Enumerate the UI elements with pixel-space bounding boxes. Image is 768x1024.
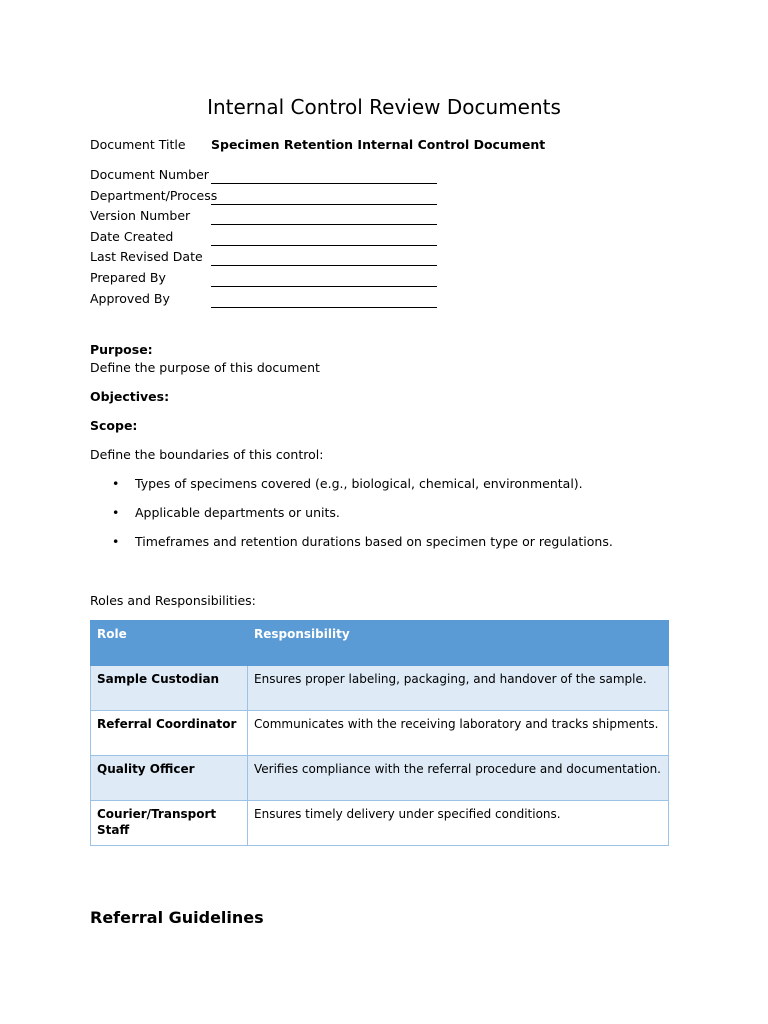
field-version-number bbox=[90, 207, 450, 225]
table-row bbox=[91, 711, 669, 756]
objectives-heading: Objectives: bbox=[90, 389, 170, 404]
document-title-value: Specimen Retention Internal Control Document bbox=[211, 137, 546, 152]
field-last-revised-date bbox=[90, 248, 450, 266]
role-column-header: Role bbox=[91, 621, 248, 666]
field-label: Date Created bbox=[90, 229, 174, 244]
blank-line bbox=[211, 207, 437, 225]
field-label: Prepared By bbox=[90, 270, 166, 285]
role-cell: Courier/Transport Staff bbox=[91, 801, 248, 846]
role-cell: Referral Coordinator bbox=[91, 711, 248, 756]
document-title-label: Document Title bbox=[90, 137, 186, 152]
responsibility-cell: Ensures proper labeling, packaging, and handover of the sample. bbox=[248, 666, 669, 711]
field-label: Last Revised Date bbox=[90, 249, 203, 264]
responsibility-cell: Ensures timely delivery under specified conditions. bbox=[248, 801, 669, 846]
list-item bbox=[90, 475, 650, 493]
page-title: Internal Control Review Documents bbox=[207, 95, 561, 119]
responsibility-cell: Verifies compliance with the referral procedure and documentation. bbox=[248, 756, 669, 801]
blank-line bbox=[211, 269, 437, 287]
list-item bbox=[90, 504, 650, 522]
section-heading-referral-guidelines: Referral Guidelines bbox=[90, 908, 264, 927]
field-prepared-by bbox=[90, 269, 450, 287]
list-item bbox=[90, 533, 650, 551]
blank-line bbox=[211, 166, 437, 184]
field-label: Version Number bbox=[90, 208, 191, 223]
roles-caption: Roles and Responsibilities: bbox=[90, 593, 256, 608]
list-item-text: Timeframes and retention durations based on specimen type or regulations. bbox=[135, 534, 613, 549]
purpose-heading: Purpose: bbox=[90, 342, 153, 357]
scope-intro: Define the boundaries of this control: bbox=[90, 447, 324, 462]
list-item-text: Types of specimens covered (e.g., biological, chemical, environmental). bbox=[135, 476, 583, 491]
blank-line bbox=[211, 187, 437, 205]
table-header-row bbox=[91, 621, 669, 666]
roles-table bbox=[90, 620, 669, 846]
bullet: • bbox=[112, 505, 120, 520]
role-cell: Sample Custodian bbox=[91, 666, 248, 711]
blank-line bbox=[211, 248, 437, 266]
bullet: • bbox=[112, 534, 120, 549]
field-label: Department/Process bbox=[90, 188, 218, 203]
field-department-process bbox=[90, 187, 450, 205]
field-document-number bbox=[90, 166, 450, 184]
table-row bbox=[91, 666, 669, 711]
table-row bbox=[91, 756, 669, 801]
list-item-text: Applicable departments or units. bbox=[135, 505, 340, 520]
purpose-text: Define the purpose of this document bbox=[90, 360, 320, 375]
responsibility-cell: Communicates with the receiving laboratory and tracks shipments. bbox=[248, 711, 669, 756]
responsibility-column-header: Responsibility bbox=[248, 621, 669, 666]
field-approved-by bbox=[90, 290, 450, 308]
field-label: Document Number bbox=[90, 167, 209, 182]
role-cell: Quality Officer bbox=[91, 756, 248, 801]
blank-line bbox=[211, 228, 437, 246]
bullet: • bbox=[112, 476, 120, 491]
blank-line bbox=[211, 290, 437, 308]
scope-heading: Scope: bbox=[90, 418, 138, 433]
field-label: Approved By bbox=[90, 291, 170, 306]
field-date-created bbox=[90, 228, 450, 246]
table-row bbox=[91, 801, 669, 846]
document-title-row bbox=[90, 136, 590, 154]
